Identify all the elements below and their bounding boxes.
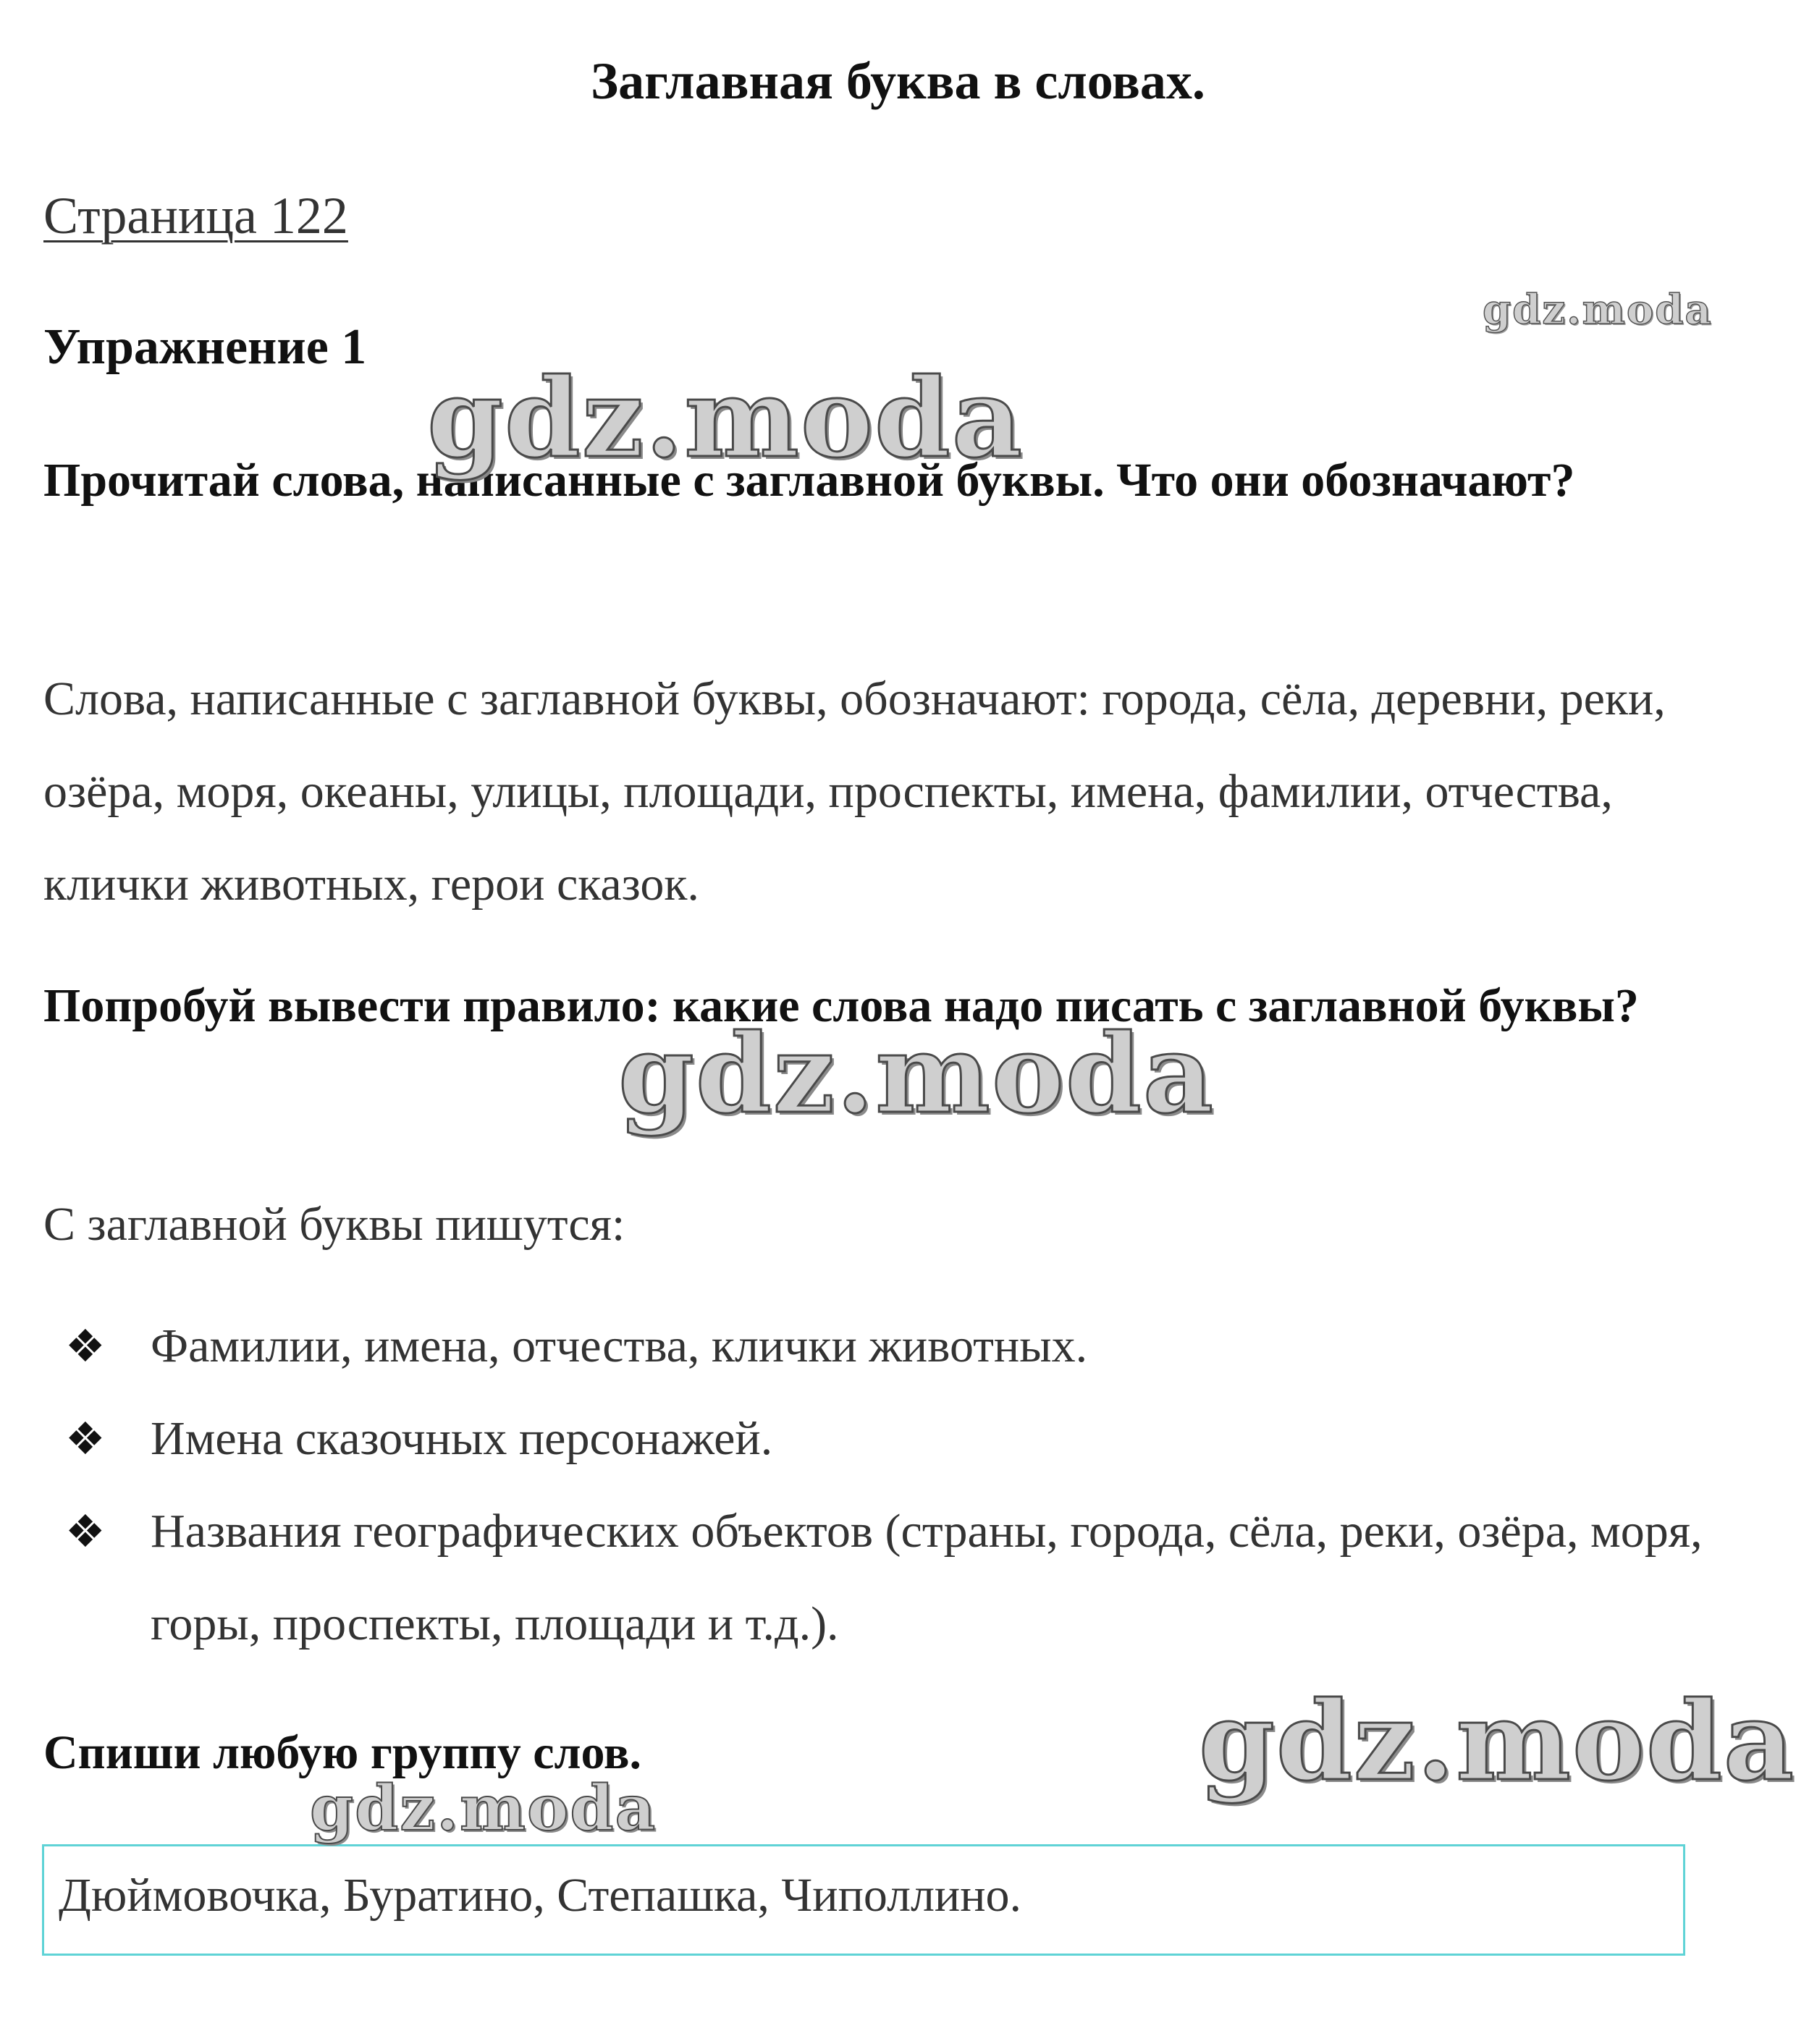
rule-item bbox=[65, 1485, 1730, 1671]
answer-3: Дюймовочка, Буратино, Степашка, Чиполлино. bbox=[59, 1869, 1022, 1922]
question-3: Спиши любую группу слов. bbox=[43, 1726, 642, 1779]
rule-item bbox=[65, 1393, 1730, 1485]
diamond-bullet-icon: ❖ bbox=[65, 1412, 106, 1465]
diamond-bullet-icon: ❖ bbox=[65, 1319, 106, 1372]
watermark: gdz.moda bbox=[310, 1772, 657, 1845]
watermark: gdz.moda bbox=[618, 1010, 1215, 1138]
exercise-heading: Упражнение 1 bbox=[43, 319, 367, 375]
rule-text: Фамилии, имена, отчества, клички животных. bbox=[151, 1319, 1088, 1372]
answer-1: Слова, написанные с заглавной буквы, обозначают: города, сёла, деревни, реки, озёра, моря, океаны, улицы, площади, проспекты, имена, фамилии, отчества, клички животных, герои сказок. bbox=[43, 672, 1666, 911]
question-1: Прочитай слова, написанные с заглавной буквы. Что они обозначают? bbox=[43, 454, 1575, 507]
watermark: gdz.moda bbox=[1199, 1678, 1796, 1805]
rule-text: Названия географических объектов (страны, города, сёла, реки, озёра, моря, горы, проспекты, площади и т.д.). bbox=[151, 1505, 1703, 1650]
answer-2-intro: С заглавной буквы пишутся: bbox=[43, 1198, 625, 1251]
answer-box bbox=[42, 1844, 1685, 1956]
watermark: gdz.moda bbox=[1483, 286, 1713, 334]
rule-text: Имена сказочных персонажей. bbox=[151, 1412, 773, 1465]
page-title: Заглавная буква в словах. bbox=[591, 52, 1205, 110]
rules-list bbox=[65, 1300, 1730, 1671]
diamond-bullet-icon: ❖ bbox=[65, 1505, 106, 1558]
watermark: gdz.moda bbox=[427, 355, 1024, 482]
page-reference: Страница 122 bbox=[43, 187, 348, 245]
rule-item bbox=[65, 1300, 1730, 1393]
question-2: Попробуй вывести правило: какие слова надо писать с заглавной буквы? bbox=[43, 979, 1639, 1032]
